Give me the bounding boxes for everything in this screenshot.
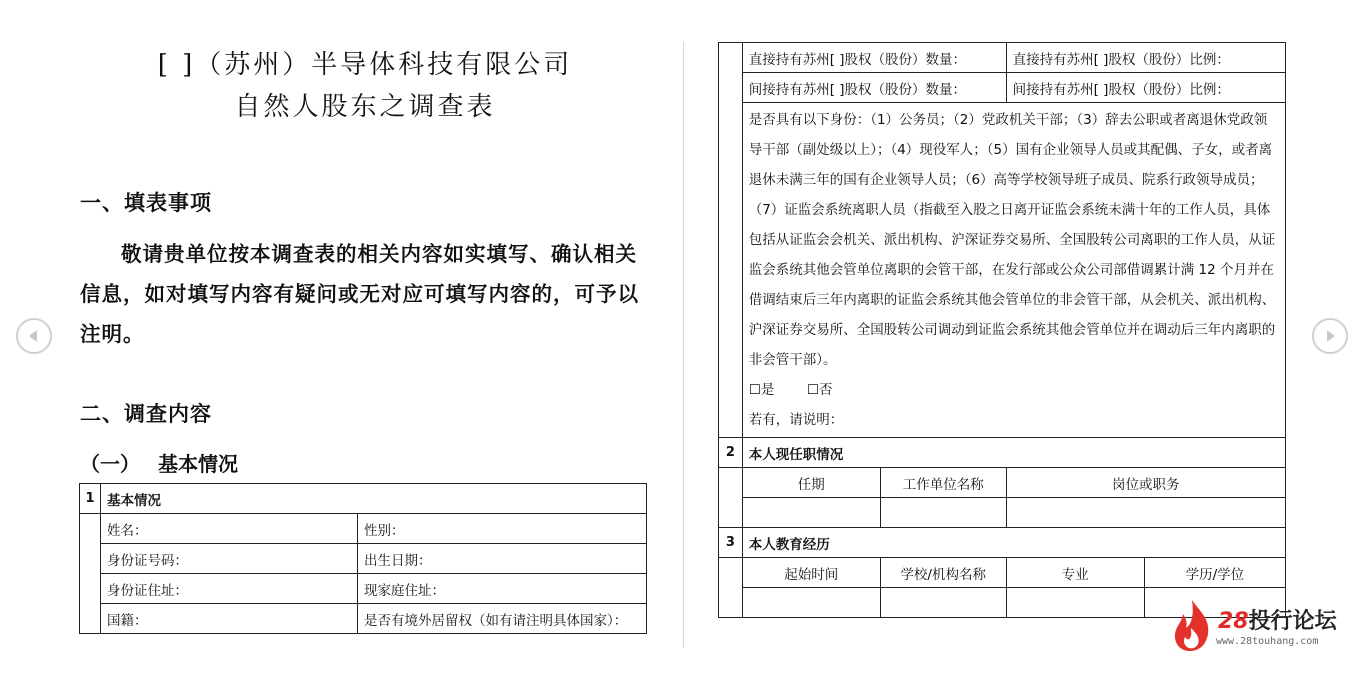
table-section-number: 2 — [719, 438, 743, 468]
field-home-address[interactable]: 现家庭住址： — [358, 574, 647, 604]
document-title-line2: 自然人股东之调查表 — [234, 92, 496, 122]
watermark-brand — [1218, 604, 1337, 635]
previous-page-button[interactable] — [16, 318, 52, 354]
field-indirect-holding-quantity[interactable]: 间接持有苏州[ ]股权（股份）数量： — [742, 73, 1006, 103]
subsection-number: （一） — [80, 452, 140, 476]
column-header-school: 学校/机构名称 — [880, 558, 1006, 588]
field-birth-date[interactable]: 出生日期： — [358, 544, 647, 574]
chevron-left-icon — [27, 329, 41, 343]
input-position[interactable] — [1006, 498, 1285, 528]
watermark — [1170, 598, 1350, 654]
input-school[interactable] — [880, 588, 1006, 618]
subsection-label: 基本情况 — [158, 452, 238, 476]
field-id-address[interactable]: 身份证住址： — [101, 574, 358, 604]
section-heading-instructions: 一、填表事项 — [80, 190, 212, 215]
watermark-url: www.28touhang.com — [1216, 636, 1319, 647]
field-name[interactable]: 姓名： — [101, 514, 358, 544]
field-direct-holding-ratio[interactable]: 直接持有苏州[ ]股权（股份）比例： — [1006, 43, 1285, 73]
watermark-brand-number: 28 — [1218, 609, 1249, 634]
column-header-position: 岗位或职务 — [1006, 468, 1285, 498]
table-section-header: 基本情况 — [101, 484, 647, 514]
input-term[interactable] — [742, 498, 880, 528]
table-row — [80, 544, 647, 574]
column-header-degree: 学历/学位 — [1144, 558, 1285, 588]
no-label: 否 — [819, 382, 833, 398]
table-row — [80, 604, 647, 634]
table-row — [719, 498, 1286, 528]
table-row — [719, 73, 1286, 103]
no-checkbox[interactable]: ☐ — [806, 382, 820, 398]
table-section-header: 本人现任职情况 — [742, 438, 1285, 468]
column-header-employer: 工作单位名称 — [880, 468, 1006, 498]
field-indirect-holding-ratio[interactable]: 间接持有苏州[ ]股权（股份）比例： — [1006, 73, 1285, 103]
table-row — [719, 103, 1286, 438]
watermark-brand-name: 投行论坛 — [1248, 609, 1337, 634]
subsection-heading — [80, 448, 238, 477]
document-title-line1: [ ]（苏州）半导体科技有限公司 — [157, 50, 573, 80]
table-row — [719, 468, 1286, 498]
table-row — [80, 574, 647, 604]
instructions-paragraph: 敬请贵单位按本调查表的相关内容如实填写、确认相关信息，如对填写内容有疑问或无对应可填写内容的，可予以注明。 — [80, 242, 639, 346]
input-start-time[interactable] — [742, 588, 880, 618]
yes-checkbox[interactable]: ☐ — [748, 382, 761, 398]
table-section-number: 1 — [80, 484, 101, 514]
column-header-major: 专业 — [1006, 558, 1144, 588]
field-gender[interactable]: 性别： — [358, 514, 647, 544]
basic-info-table — [79, 483, 647, 634]
table-row — [719, 43, 1286, 73]
column-header-term: 任期 — [742, 468, 880, 498]
flame-logo-icon — [1170, 598, 1214, 652]
input-major[interactable] — [1006, 588, 1144, 618]
right-page — [684, 0, 1366, 674]
identity-question-cell — [742, 103, 1285, 438]
field-nationality[interactable]: 国籍： — [101, 604, 358, 634]
identity-question-text: 是否具有以下身份：（1）公务员；（2）党政机关干部；（3）辞去公职或者离退休党政领导干部（副处级以上）；（4）现役军人；（5）国有企业领导人员或其配偶、子女，或者离退休未满三年的国有企业领导人员；（6）高等学校领导班子成员、院系行政领导成员；（7）证监会系统离职人员（指截至入股之日离开证监会系统未满十年的工作人员，具体包括从证监会会机关、派出机构、沪深证券交易所、全国股转公司离职的工作人员，从证监会系统其他会管单位离职的会管干部，在发行部或公众公司部借调累计满 12 个月并在借调结束后三年内离职的证监会系统其他会管单位的非会管干部，从会机关、派出机构、沪深证券交易所、全国股转公司调动到证监会系统其他会管单位并在调动后三年内离职的非会管干部）。 — [748, 112, 1276, 368]
input-employer[interactable] — [880, 498, 1006, 528]
table-row — [719, 558, 1286, 588]
column-header-start-time: 起始时间 — [742, 558, 880, 588]
table-section-number: 3 — [719, 528, 743, 558]
table-section-header: 本人教育经历 — [742, 528, 1285, 558]
chevron-right-icon — [1323, 329, 1337, 343]
field-overseas-residency[interactable]: 是否有境外居留权（如有请注明具体国家）： — [358, 604, 647, 634]
table-row — [80, 514, 647, 544]
continued-survey-table — [718, 42, 1286, 618]
explain-field[interactable]: 若有，请说明： — [748, 412, 844, 428]
section-heading-survey: 二、调查内容 — [80, 401, 212, 426]
field-id-number[interactable]: 身份证号码： — [101, 544, 358, 574]
field-direct-holding-quantity[interactable]: 直接持有苏州[ ]股权（股份）数量： — [742, 43, 1006, 73]
yes-label: 是 — [760, 382, 775, 398]
next-page-button[interactable] — [1312, 318, 1348, 354]
